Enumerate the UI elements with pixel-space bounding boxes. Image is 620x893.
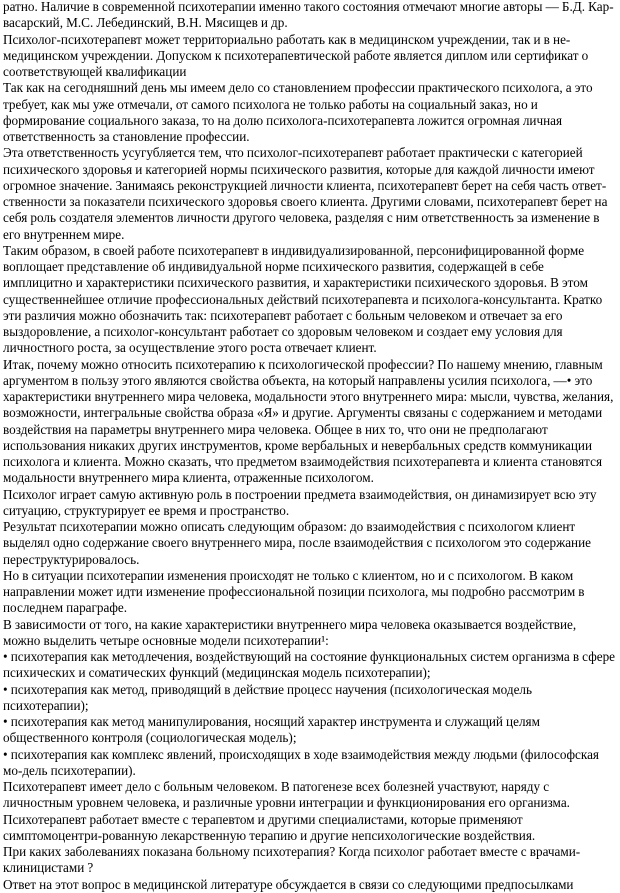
list-item-medical-model: • психотерапия как методлечения, воздействующий на состояние функциональных систем организма в сфере психических и соматических функций (медицинская модель психотерапии); bbox=[3, 649, 616, 681]
paragraph-2: Психолог-психотерапевт может территориально работать как в медицинском учреждении, так и в не-медицинском учреждении. Допуском к психотерапевтической работе является диплом или сертификат о соответствующей квалификации bbox=[3, 31, 589, 79]
list-item-psychological-model: • психотерапия как метод, приводящий в действие процесс научения (психологическая модель психотерапии); bbox=[3, 681, 533, 713]
paragraph-17: Ответ на этот вопрос в медицинской литературе обсуждается в связи со следующими предпосылками bbox=[3, 876, 574, 892]
paragraph-7: Психолог играет самую активную роль в построении предмета взаимодействия, он динамизирует всю эту ситуацию, структурирует ее время и пространство. bbox=[3, 486, 597, 518]
paragraph-1: ратно. Наличие в современной психотерапии именно такого состояния отмечают многие авторы — Б.Д. Кар-васарский, М.С. Лебединский, В.Н. Мясищев и др. bbox=[3, 0, 614, 31]
paragraph-15: Психотерапевт имеет дело с больным человеком. В патогенезе всех болезней участвуют, наряду с личностным уровнем человека, и различные уровни интеграции и функционирования его организма. Психотерапевт работает вместе с терапевтом и другими специалистами, которые применяют симптомоцентри-рованную лекарственную терапию и другие непсихологические воздействия. bbox=[3, 779, 570, 843]
paragraph-6: Итак, почему можно относить психотерапию к психологической профессии? По нашему мнению, главным аргументом в пользу этого являются свойства объекта, на который направлены усилия психолога, —• это характеристики внутреннего мира человека, модальности этого внутреннего мира: мысли, чувства, желания, возможности, интегральные свойства образа «Я» и другие. Аргументы связаны с содержанием и методами воздействия на параметры внутреннего мира человека. Общее в них то, что они не предполагают использования никаких других инструментов, кроме вербальных и невербальных средств коммуникации психолога и клиента. Можно сказать, что предметом взаимодействия психотерапевта и клиента становятся модальности внутреннего мира клиента, отраженные психологом. bbox=[3, 356, 614, 486]
list-item-sociological-model: • психотерапия как метод манипулирования, носящий характер инструмента и служащий целям общественного контроля (социологическая модель); bbox=[3, 714, 540, 746]
paragraph-5: Таким образом, в своей работе психотерапевт в индивидуализированной, персонифицированной форме воплощает представление об индивидуальной норме психического развития, содержащей в себе имплицитно и характеристики психического развития, и характеристики психического здоровья. В этом существеннейшее отличие профессиональных действий психотерапевта и психолога-консультанта. Кратко эти различия можно обозначить так: психотерапевт работает с больным человеком и отвечает за его выздоровление, а психолог-консультант работает со здоровым человеком и создает ему условия для личностного роста, за осуществление этого роста отвечает клиент. bbox=[3, 242, 603, 356]
paragraph-9: Но в ситуации психотерапии изменения происходят не только с клиентом, но и с психологом. В каком направлении может идти изменение профессиональной позиции психолога, мы подробно рассмотрим в последнем параграфе. bbox=[3, 567, 585, 616]
paragraph-16: При каких заболеваниях показана больному психотерапия? Когда психолог работает вместе с врачами-клиницистами ? bbox=[3, 844, 581, 876]
document-text-body bbox=[3, 0, 616, 893]
list-item-philosophical-model: • психотерапия как комплекс явлений, происходящих в ходе взаимодействия между людьми (философская мо-дель психотерапии). bbox=[3, 746, 599, 778]
paragraph-10: В зависимости от того, на какие характеристики внутреннего мира человека оказывается воздействие, можно выделить четыре основные модели психотерапии¹: bbox=[3, 616, 577, 648]
paragraph-3: Так как на сегодняшний день мы имеем дело со становлением профессии практического психолога, а это требует, как мы уже отмечали, от самого психолога не только работы на социальный заказ, но и формирование социального заказа, то на долю психолога-психотерапевта ложится огромная личная ответственность за становление профессии. bbox=[3, 80, 593, 144]
paragraph-4: Эта ответственность усугубляется тем, что психолог-психотерапевт работает практически с категорией психического здоровья и категорией нормы психического развития, которые для каждой личности имеют огромное значение. Занимаясь реконструкцией личности клиента, психотерапевт берет на себя часть ответ-ственности за показатели психического здоровья своего клиента. Другими словами, психотерапевт берет на себя роль создателя элементов личности другого человека, разделяя с ним ответственность за изменение в его внутреннем мире. bbox=[3, 145, 608, 242]
paragraph-8: Результат психотерапии можно описать следующим образом: до взаимодействия с психологом клиент выделял одно содержание своего внутреннего мира, после взаимодействия с психологом это содержание переструктурировалось. bbox=[3, 519, 592, 567]
